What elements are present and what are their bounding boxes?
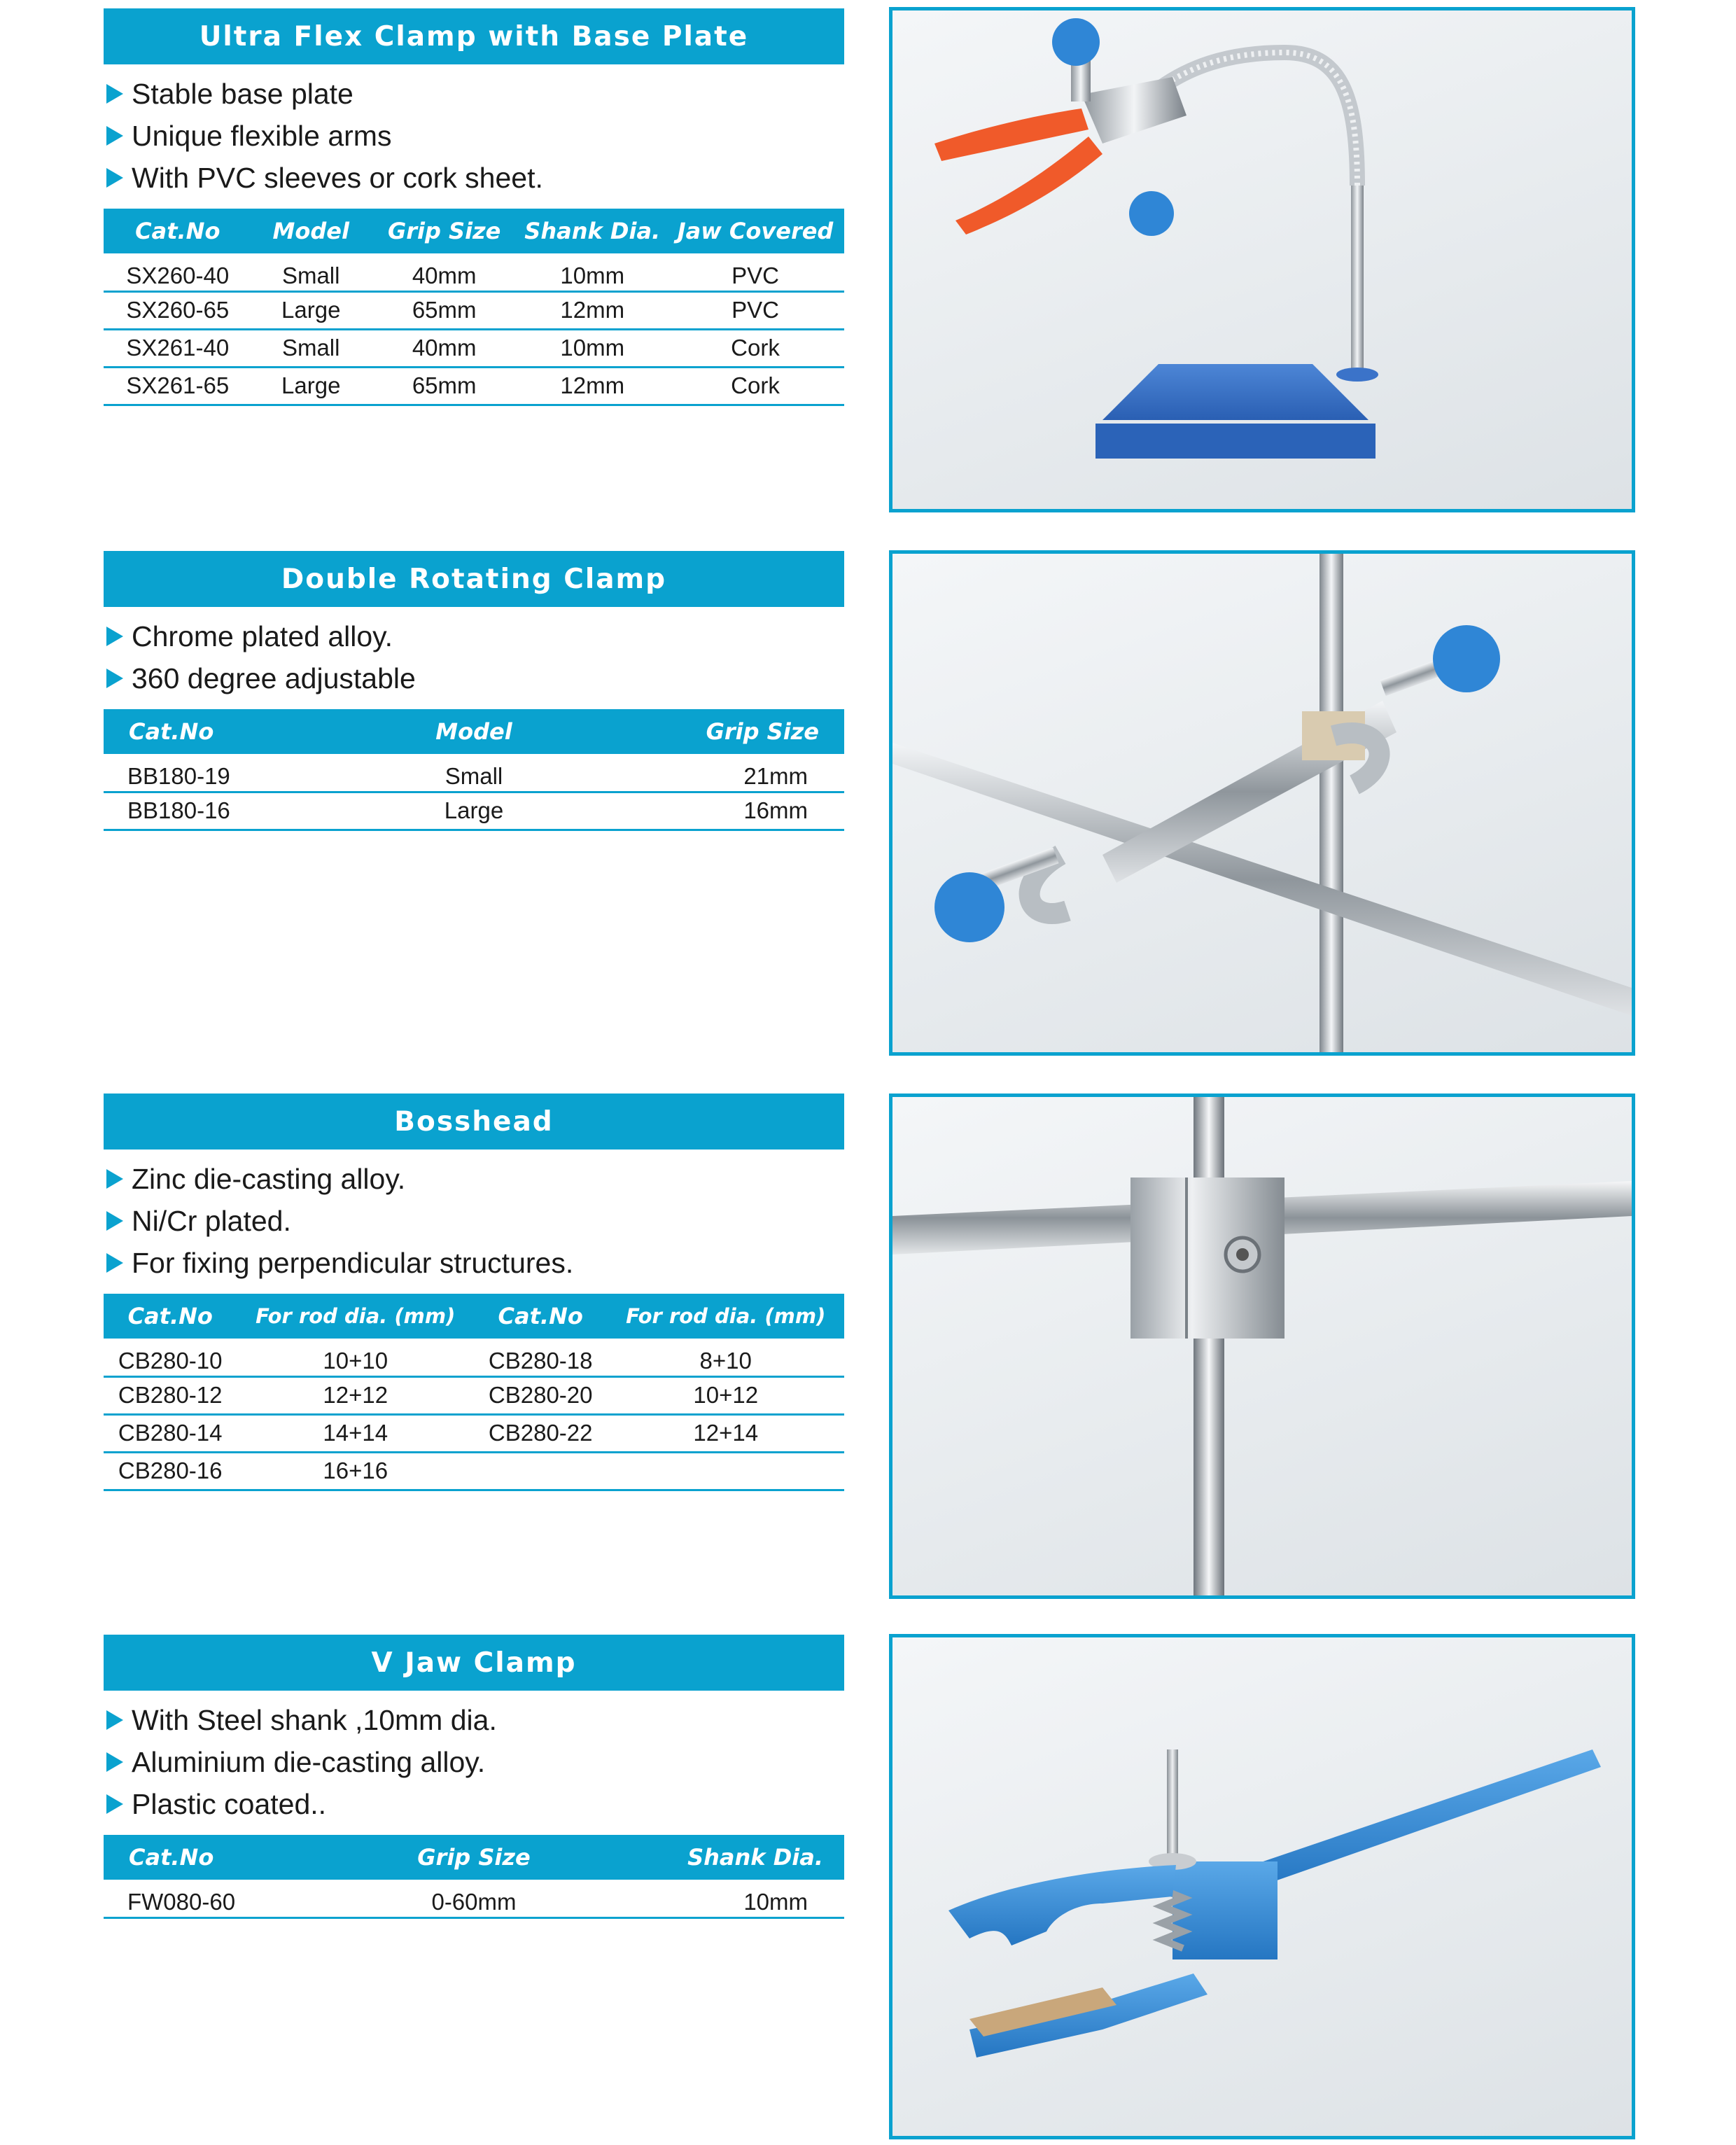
cell-rod-dia: 12+14 (607, 1414, 844, 1452)
column-header: Grip Size (417, 1844, 531, 1871)
cell-cat-no: CB280-22 (474, 1414, 607, 1452)
feature-item: Unique flexible arms (104, 115, 844, 157)
cell-grip-size: 0-60mm (326, 1880, 622, 1917)
table-row (104, 329, 844, 367)
section-ultra-flex-clamp (104, 8, 844, 406)
table-row (104, 1414, 844, 1452)
bullet-triangle-icon (106, 84, 123, 104)
cell-jaw-covered: Cork (666, 367, 844, 405)
column-header: Grip Size (706, 718, 819, 745)
cell-shank-dia: 12mm (518, 291, 666, 329)
column-header: Jaw Covered (677, 218, 834, 244)
bullet-triangle-icon (106, 126, 123, 146)
cell-shank-dia: 10mm (622, 1880, 844, 1917)
feature-list (104, 1691, 844, 1825)
cell-shank-dia: 10mm (518, 329, 666, 367)
cell-model: Large (252, 291, 370, 329)
column-header: Cat.No (129, 1844, 214, 1871)
v-jaw-clamp-photo (889, 1634, 1635, 2139)
cell-shank-dia: 12mm (518, 367, 666, 405)
cell-rod-dia: 10+12 (607, 1376, 844, 1414)
cell-model: Small (252, 329, 370, 367)
cell-cat-no (474, 1452, 607, 1490)
cell-grip-size: 40mm (370, 329, 519, 367)
table-row (104, 1880, 844, 1917)
cell-cat-no: CB280-18 (474, 1339, 607, 1376)
bullet-triangle-icon (106, 627, 123, 646)
cell-cat-no: SX260-65 (104, 291, 252, 329)
cell-model: Small (252, 253, 370, 291)
cell-cat-no: CB280-16 (104, 1452, 237, 1490)
table-row (104, 792, 844, 830)
feature-item: Chrome plated alloy. (104, 615, 844, 657)
bullet-triangle-icon (106, 1253, 123, 1273)
cell-rod-dia (607, 1452, 844, 1490)
section-v-jaw-clamp (104, 1635, 844, 1919)
feature-item: Plastic coated.. (104, 1783, 844, 1825)
cell-jaw-covered: PVC (666, 291, 844, 329)
double-rotating-clamp-photo (889, 550, 1635, 1056)
cell-cat-no: FW080-60 (104, 1880, 326, 1917)
cell-grip-size: 40mm (370, 253, 519, 291)
table-header-row (104, 1835, 844, 1880)
section-double-rotating-clamp (104, 551, 844, 831)
column-header: Cat.No (135, 218, 220, 244)
column-header: For rod dia. (mm) (255, 1304, 456, 1328)
cell-grip-size: 16mm (622, 792, 844, 830)
cell-cat-no: CB280-20 (474, 1376, 607, 1414)
bullet-triangle-icon (106, 669, 123, 688)
ultra-flex-clamp-photo (889, 7, 1635, 512)
cell-cat-no: BB180-19 (104, 754, 326, 792)
bullet-triangle-icon (106, 1794, 123, 1814)
cell-cat-no: BB180-16 (104, 792, 326, 830)
spec-table (104, 709, 844, 831)
bullet-triangle-icon (106, 1752, 123, 1772)
column-header: Cat.No (127, 1303, 213, 1329)
feature-list (104, 607, 844, 699)
column-header: Shank Dia. (524, 218, 661, 244)
section-title: Ultra Flex Clamp with Base Plate (104, 8, 844, 64)
column-header: Cat.No (129, 718, 214, 745)
table-header-row (104, 709, 844, 754)
cell-jaw-covered: Cork (666, 329, 844, 367)
cell-model: Large (326, 792, 622, 830)
table-row (104, 367, 844, 405)
table-header-row (104, 209, 844, 253)
cell-cat-no: CB280-14 (104, 1414, 237, 1452)
cell-rod-dia: 12+12 (237, 1376, 474, 1414)
bullet-triangle-icon (106, 1710, 123, 1730)
feature-item: Ni/Cr plated. (104, 1200, 844, 1242)
spec-table (104, 209, 844, 406)
cell-grip-size: 65mm (370, 367, 519, 405)
column-header: Cat.No (498, 1303, 583, 1329)
table-row (104, 1452, 844, 1490)
spec-table (104, 1294, 844, 1491)
cell-shank-dia: 10mm (518, 253, 666, 291)
feature-item: Aluminium die-casting alloy. (104, 1741, 844, 1783)
cell-model: Large (252, 367, 370, 405)
cell-cat-no: CB280-10 (104, 1339, 237, 1376)
bosshead-photo (889, 1094, 1635, 1599)
feature-item: 360 degree adjustable (104, 657, 844, 699)
column-header: Model (435, 718, 512, 745)
feature-item: For fixing perpendicular structures. (104, 1242, 844, 1284)
feature-item: Zinc die-casting alloy. (104, 1158, 844, 1200)
bullet-triangle-icon (106, 168, 123, 188)
section-title: V Jaw Clamp (104, 1635, 844, 1691)
bullet-triangle-icon (106, 1169, 123, 1189)
table-row (104, 754, 844, 792)
cell-rod-dia: 10+10 (237, 1339, 474, 1376)
feature-list (104, 64, 844, 199)
column-header: Model (272, 218, 349, 244)
table-header-row (104, 1294, 844, 1339)
cell-rod-dia: 8+10 (607, 1339, 844, 1376)
column-header: Shank Dia. (687, 1844, 823, 1871)
bullet-triangle-icon (106, 1211, 123, 1231)
cell-cat-no: SX261-65 (104, 367, 252, 405)
feature-item: Stable base plate (104, 73, 844, 115)
cell-grip-size: 21mm (622, 754, 844, 792)
table-row (104, 253, 844, 291)
column-header: For rod dia. (mm) (626, 1304, 826, 1328)
section-title: Double Rotating Clamp (104, 551, 844, 607)
cell-rod-dia: 14+14 (237, 1414, 474, 1452)
table-row (104, 291, 844, 329)
spec-table (104, 1835, 844, 1919)
cell-rod-dia: 16+16 (237, 1452, 474, 1490)
table-row (104, 1376, 844, 1414)
cell-model: Small (326, 754, 622, 792)
feature-item: With Steel shank ,10mm dia. (104, 1699, 844, 1741)
cell-jaw-covered: PVC (666, 253, 844, 291)
section-title: Bosshead (104, 1094, 844, 1150)
cell-cat-no: SX260-40 (104, 253, 252, 291)
cell-grip-size: 65mm (370, 291, 519, 329)
cell-cat-no: SX261-40 (104, 329, 252, 367)
column-header: Grip Size (387, 218, 501, 244)
section-bosshead (104, 1094, 844, 1491)
table-row (104, 1339, 844, 1376)
feature-list (104, 1150, 844, 1284)
cell-cat-no: CB280-12 (104, 1376, 237, 1414)
feature-item: With PVC sleeves or cork sheet. (104, 157, 844, 199)
